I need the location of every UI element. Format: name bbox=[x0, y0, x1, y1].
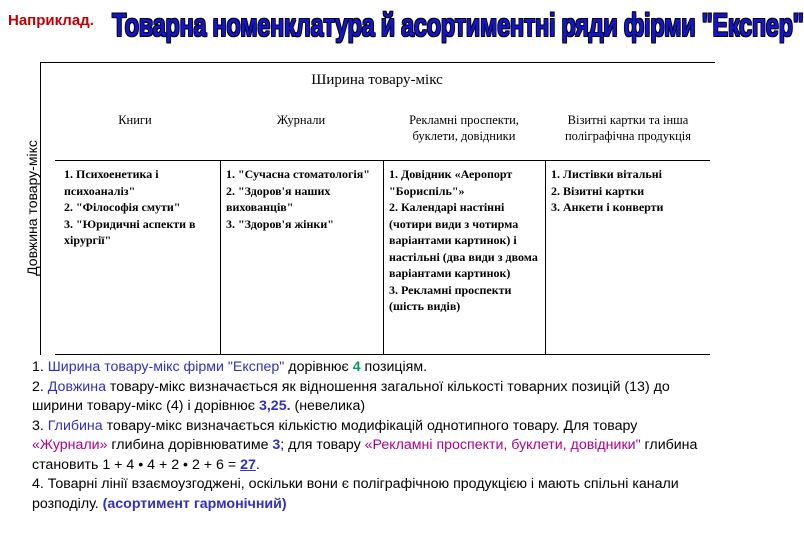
list-item: 2. "Здоров'я наших вихованців" bbox=[226, 183, 331, 214]
table-bottom-line bbox=[55, 354, 710, 355]
list-item: 3. "Здоров'я жінки" bbox=[226, 216, 334, 231]
page-title: Товарна номенклатура й асортиментні ряди фірми "Експер" bbox=[112, 7, 804, 43]
list-cards bbox=[551, 166, 709, 216]
example-label: Наприклад. bbox=[8, 12, 94, 29]
list-item: 2. "Філософія смути" bbox=[64, 200, 181, 214]
note-width: 1. Ширина товару-мікс фірми "Експер" дорівнює 4 позиціям. bbox=[32, 359, 428, 375]
list-item: 2. Календарі настінні (чотири види з чотирма варіантами картинок) і настільні (два види з двома варіантами картинок) bbox=[389, 200, 538, 280]
list-item: 3. Анкети і конверти bbox=[551, 200, 664, 214]
length-label: Довжина товару-мікс bbox=[24, 140, 40, 276]
notes bbox=[32, 358, 714, 514]
list-item: 1. Листівки вітальні bbox=[551, 167, 663, 181]
width-label: Ширина товару-мікс bbox=[311, 72, 443, 88]
column-header-books: Книги bbox=[118, 113, 152, 127]
column-divider bbox=[545, 160, 546, 355]
column-header-cards: Візитні картки та інша поліграфічна продукція bbox=[564, 113, 692, 143]
column-header-journals: Журнали bbox=[276, 113, 326, 127]
list-books bbox=[64, 166, 216, 249]
column-divider bbox=[220, 160, 221, 355]
list-item: 1. "Сучасна стоматологія" bbox=[226, 167, 370, 181]
list-journals bbox=[226, 166, 378, 232]
note-depth: 3. Глибина товару-мікс визначається кількістю модифікацій однотипного товару. Для товару «Журнали» глибина дорівнюватиме 3; для товару «Рекламні проспекти, буклети, довідники" глибина становить 1 + 4 • 4 + 2 • 2 + 6 = 27. bbox=[32, 417, 698, 473]
list-item: 1. Довідник «Аеропорт "Бориспіль"» bbox=[389, 167, 513, 198]
list-item: 3. "Юридичні аспекти в хірургії" bbox=[64, 216, 196, 247]
column-divider bbox=[383, 160, 384, 355]
column-header-brochures: Рекламні проспекти, буклети, довідники bbox=[409, 113, 519, 143]
note-consistency: 4. Товарні лінії взаємоузгоджені, оскільки вони є поліграфічною продукцією і мають спільні канали розподілу. (асортимент гармонічний) bbox=[32, 476, 679, 512]
list-item: 3. Рекламні проспекти (шість видів) bbox=[389, 282, 512, 313]
note-length: 2. Довжина товару-мікс визначається як відношення загальної кількості товарних позицій (13) до ширини товару-мікс (4) і дорівнює 3,25. (невелика) bbox=[32, 378, 670, 414]
list-brochures bbox=[389, 166, 539, 315]
list-item: 1. Психоенетика і психоаналіз" bbox=[64, 167, 159, 198]
list-item: 2. Візитні картки bbox=[551, 183, 645, 198]
